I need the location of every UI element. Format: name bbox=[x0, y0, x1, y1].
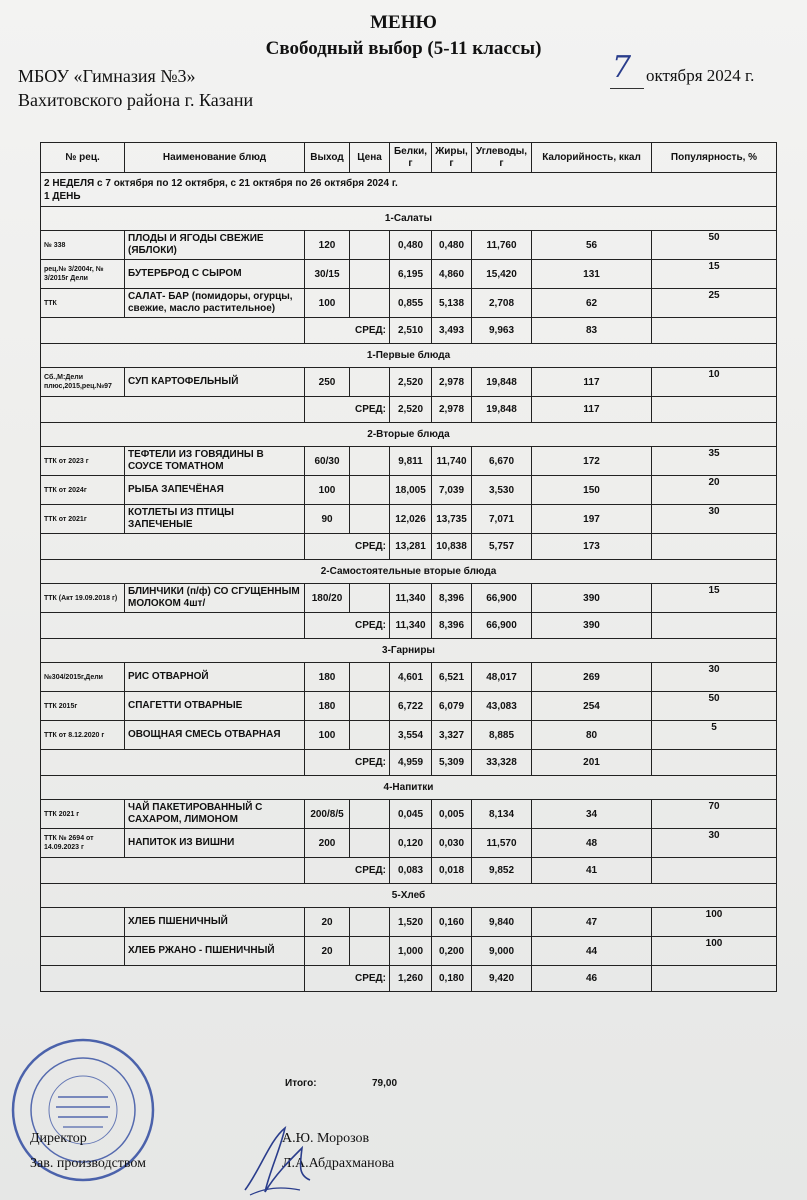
dish-carbs: 8,885 bbox=[472, 721, 532, 750]
dish-output: 30/15 bbox=[305, 260, 350, 289]
dish-name: ТЕФТЕЛИ ИЗ ГОВЯДИНЫ В СОУСЕ ТОМАТНОМ bbox=[125, 447, 305, 476]
director-label: Директор bbox=[30, 1131, 87, 1146]
page-subtitle: Свободный выбор (5-11 классы) bbox=[265, 38, 542, 59]
dish-calories: 131 bbox=[532, 260, 652, 289]
avg-popularity-empty bbox=[652, 966, 777, 992]
dish-fat: 3,327 bbox=[432, 721, 472, 750]
dish-name: СУП КАРТОФЕЛЬНЫЙ bbox=[125, 368, 305, 397]
avg-carbs: 9,420 bbox=[472, 966, 532, 992]
dish-popularity: 15 bbox=[652, 584, 777, 613]
col-header-calories: Калорийность, ккал bbox=[532, 143, 652, 173]
dish-popularity: 10 bbox=[652, 368, 777, 397]
date-underline bbox=[610, 88, 644, 89]
dish-output: 100 bbox=[305, 476, 350, 505]
avg-carbs: 66,900 bbox=[472, 613, 532, 639]
dish-price bbox=[350, 663, 390, 692]
dish-price bbox=[350, 692, 390, 721]
dish-price bbox=[350, 505, 390, 534]
section-title: 2-Вторые блюда bbox=[41, 423, 777, 447]
recipe-code: №304/2015г,Дели bbox=[41, 663, 125, 692]
avg-fat: 0,180 bbox=[432, 966, 472, 992]
recipe-code: ТТК bbox=[41, 289, 125, 318]
table-row bbox=[41, 692, 777, 721]
table-row bbox=[41, 289, 777, 318]
school-name: МБОУ «Гимназия №3» bbox=[18, 66, 196, 86]
col-header-code: № рец. bbox=[41, 143, 125, 173]
dish-protein: 9,811 bbox=[390, 447, 432, 476]
section-title: 5-Хлеб bbox=[41, 884, 777, 908]
week-line: 2 НЕДЕЛЯ с 7 октября по 12 октября, с 21 октября по 26 октября 2024 г. bbox=[44, 177, 398, 189]
avg-label: СРЕД: bbox=[305, 750, 390, 776]
dish-price bbox=[350, 368, 390, 397]
dish-carbs: 11,570 bbox=[472, 829, 532, 858]
avg-calories: 201 bbox=[532, 750, 652, 776]
avg-empty bbox=[41, 858, 305, 884]
avg-fat: 2,978 bbox=[432, 397, 472, 423]
page-title: МЕНЮ bbox=[370, 12, 437, 33]
dish-carbs: 8,134 bbox=[472, 800, 532, 829]
dish-protein: 0,480 bbox=[390, 231, 432, 260]
recipe-code: ТТК от 2023 г bbox=[41, 447, 125, 476]
dish-popularity: 5 bbox=[652, 721, 777, 750]
dish-fat: 4,860 bbox=[432, 260, 472, 289]
handwritten-signature bbox=[240, 1120, 330, 1200]
dish-popularity: 70 bbox=[652, 800, 777, 829]
avg-fat: 3,493 bbox=[432, 318, 472, 344]
avg-protein: 0,083 bbox=[390, 858, 432, 884]
dish-fat: 6,079 bbox=[432, 692, 472, 721]
section-header-row bbox=[41, 344, 777, 368]
dish-fat: 8,396 bbox=[432, 584, 472, 613]
dish-price bbox=[350, 260, 390, 289]
avg-protein: 2,510 bbox=[390, 318, 432, 344]
avg-fat: 10,838 bbox=[432, 534, 472, 560]
dish-output: 100 bbox=[305, 289, 350, 318]
dish-price bbox=[350, 908, 390, 937]
recipe-code: рец.№ 3/2004г, № 3/2015г Дели bbox=[41, 260, 125, 289]
dish-fat: 0,480 bbox=[432, 231, 472, 260]
dish-output: 250 bbox=[305, 368, 350, 397]
table-row bbox=[41, 800, 777, 829]
dish-carbs: 2,708 bbox=[472, 289, 532, 318]
deputy-label: Зав. производством bbox=[30, 1156, 147, 1171]
dish-name: ПЛОДЫ И ЯГОДЫ СВЕЖИЕ (ЯБЛОКИ) bbox=[125, 231, 305, 260]
dish-output: 180 bbox=[305, 692, 350, 721]
avg-calories: 46 bbox=[532, 966, 652, 992]
section-header-row bbox=[41, 776, 777, 800]
dish-carbs: 7,071 bbox=[472, 505, 532, 534]
dish-calories: 390 bbox=[532, 584, 652, 613]
dish-protein: 0,855 bbox=[390, 289, 432, 318]
dish-calories: 269 bbox=[532, 663, 652, 692]
dish-popularity: 100 bbox=[652, 908, 777, 937]
avg-popularity-empty bbox=[652, 397, 777, 423]
average-row bbox=[41, 397, 777, 423]
dish-protein: 6,722 bbox=[390, 692, 432, 721]
table-row bbox=[41, 476, 777, 505]
avg-calories: 173 bbox=[532, 534, 652, 560]
week-cell bbox=[41, 173, 777, 207]
dish-price bbox=[350, 447, 390, 476]
table-row bbox=[41, 260, 777, 289]
day-line: 1 ДЕНЬ bbox=[44, 190, 81, 202]
dish-popularity: 20 bbox=[652, 476, 777, 505]
total-value: 79,00 bbox=[372, 1078, 398, 1089]
dish-output: 180/20 bbox=[305, 584, 350, 613]
dish-carbs: 15,420 bbox=[472, 260, 532, 289]
col-header-carbs: Углеводы, г bbox=[472, 143, 532, 173]
avg-carbs: 5,757 bbox=[472, 534, 532, 560]
avg-empty bbox=[41, 397, 305, 423]
dish-popularity: 30 bbox=[652, 505, 777, 534]
avg-popularity-empty bbox=[652, 534, 777, 560]
school-district: Вахитовского района г. Казани bbox=[18, 90, 254, 110]
dish-protein: 11,340 bbox=[390, 584, 432, 613]
dish-price bbox=[350, 800, 390, 829]
table-row bbox=[41, 663, 777, 692]
dish-protein: 12,026 bbox=[390, 505, 432, 534]
dish-name: БЛИНЧИКИ (п/ф) СО СГУЩЕННЫМ МОЛОКОМ 4шт/ bbox=[125, 584, 305, 613]
avg-label: СРЕД: bbox=[305, 613, 390, 639]
avg-fat: 0,018 bbox=[432, 858, 472, 884]
section-header-row bbox=[41, 639, 777, 663]
dish-protein: 18,005 bbox=[390, 476, 432, 505]
dish-name: ОВОЩНАЯ СМЕСЬ ОТВАРНАЯ bbox=[125, 721, 305, 750]
dish-calories: 150 bbox=[532, 476, 652, 505]
avg-label: СРЕД: bbox=[305, 534, 390, 560]
dish-carbs: 66,900 bbox=[472, 584, 532, 613]
recipe-code: ТТК от 8.12.2020 г bbox=[41, 721, 125, 750]
dish-calories: 47 bbox=[532, 908, 652, 937]
dish-name: БУТЕРБРОД С СЫРОМ bbox=[125, 260, 305, 289]
section-title: 4-Напитки bbox=[41, 776, 777, 800]
dish-carbs: 9,840 bbox=[472, 908, 532, 937]
avg-empty bbox=[41, 613, 305, 639]
total-label: Итого: bbox=[285, 1078, 317, 1089]
avg-label: СРЕД: bbox=[305, 966, 390, 992]
avg-fat: 5,309 bbox=[432, 750, 472, 776]
dish-name: НАПИТОК ИЗ ВИШНИ bbox=[125, 829, 305, 858]
avg-calories: 390 bbox=[532, 613, 652, 639]
dish-price bbox=[350, 231, 390, 260]
table-row bbox=[41, 368, 777, 397]
dish-output: 100 bbox=[305, 721, 350, 750]
col-header-price: Цена bbox=[350, 143, 390, 173]
dish-fat: 0,160 bbox=[432, 908, 472, 937]
section-header-row bbox=[41, 423, 777, 447]
section-header-row bbox=[41, 207, 777, 231]
avg-protein: 1,260 bbox=[390, 966, 432, 992]
dish-popularity: 50 bbox=[652, 231, 777, 260]
dish-name: РИС ОТВАРНОЙ bbox=[125, 663, 305, 692]
avg-empty bbox=[41, 534, 305, 560]
average-row bbox=[41, 858, 777, 884]
dish-calories: 56 bbox=[532, 231, 652, 260]
dish-carbs: 6,670 bbox=[472, 447, 532, 476]
recipe-code bbox=[41, 937, 125, 966]
recipe-code: ТТК от 2021г bbox=[41, 505, 125, 534]
dish-calories: 44 bbox=[532, 937, 652, 966]
dish-output: 20 bbox=[305, 908, 350, 937]
dish-popularity: 35 bbox=[652, 447, 777, 476]
average-row bbox=[41, 534, 777, 560]
table-row bbox=[41, 231, 777, 260]
dish-price bbox=[350, 289, 390, 318]
avg-popularity-empty bbox=[652, 858, 777, 884]
dish-price bbox=[350, 937, 390, 966]
col-header-fat: Жиры, г bbox=[432, 143, 472, 173]
avg-popularity-empty bbox=[652, 750, 777, 776]
dish-name: САЛАТ- БАР (помидоры, огурцы, свежие, масло растительное) bbox=[125, 289, 305, 318]
dish-fat: 13,735 bbox=[432, 505, 472, 534]
avg-carbs: 9,963 bbox=[472, 318, 532, 344]
dish-calories: 80 bbox=[532, 721, 652, 750]
avg-protein: 13,281 bbox=[390, 534, 432, 560]
section-header-row bbox=[41, 884, 777, 908]
dish-calories: 197 bbox=[532, 505, 652, 534]
avg-label: СРЕД: bbox=[305, 397, 390, 423]
table-row bbox=[41, 721, 777, 750]
avg-label: СРЕД: bbox=[305, 318, 390, 344]
table-row bbox=[41, 447, 777, 476]
dish-calories: 34 bbox=[532, 800, 652, 829]
director-name: А.Ю. Морозов bbox=[282, 1131, 370, 1146]
dish-fat: 11,740 bbox=[432, 447, 472, 476]
section-title: 2-Самостоятельные вторые блюда bbox=[41, 560, 777, 584]
dish-price bbox=[350, 721, 390, 750]
recipe-code: ТТК 2015г bbox=[41, 692, 125, 721]
avg-protein: 2,520 bbox=[390, 397, 432, 423]
avg-carbs: 19,848 bbox=[472, 397, 532, 423]
table-header-row bbox=[41, 143, 777, 173]
recipe-code: ТТК от 2024г bbox=[41, 476, 125, 505]
avg-carbs: 33,328 bbox=[472, 750, 532, 776]
section-title: 1-Первые блюда bbox=[41, 344, 777, 368]
menu-table bbox=[40, 142, 777, 992]
section-title: 1-Салаты bbox=[41, 207, 777, 231]
table-row bbox=[41, 505, 777, 534]
avg-popularity-empty bbox=[652, 318, 777, 344]
dish-output: 180 bbox=[305, 663, 350, 692]
average-row bbox=[41, 613, 777, 639]
week-row bbox=[41, 173, 777, 207]
section-title: 3-Гарниры bbox=[41, 639, 777, 663]
dish-output: 120 bbox=[305, 231, 350, 260]
dish-name: КОТЛЕТЫ ИЗ ПТИЦЫ ЗАПЕЧЕНЫЕ bbox=[125, 505, 305, 534]
avg-calories: 41 bbox=[532, 858, 652, 884]
date-day-handwritten: 7 bbox=[612, 50, 632, 85]
avg-protein: 4,959 bbox=[390, 750, 432, 776]
dish-popularity: 50 bbox=[652, 692, 777, 721]
avg-popularity-empty bbox=[652, 613, 777, 639]
dish-name: ХЛЕБ РЖАНО - ПШЕНИЧНЫЙ bbox=[125, 937, 305, 966]
dish-calories: 117 bbox=[532, 368, 652, 397]
avg-label: СРЕД: bbox=[305, 858, 390, 884]
dish-output: 20 bbox=[305, 937, 350, 966]
dish-carbs: 9,000 bbox=[472, 937, 532, 966]
col-header-name: Наименование блюд bbox=[125, 143, 305, 173]
recipe-code: ТТК (Акт 19.09.2018 г) bbox=[41, 584, 125, 613]
table-row bbox=[41, 829, 777, 858]
dish-calories: 62 bbox=[532, 289, 652, 318]
dish-carbs: 3,530 bbox=[472, 476, 532, 505]
average-row bbox=[41, 318, 777, 344]
average-row bbox=[41, 750, 777, 776]
dish-carbs: 48,017 bbox=[472, 663, 532, 692]
dish-protein: 3,554 bbox=[390, 721, 432, 750]
dish-popularity: 25 bbox=[652, 289, 777, 318]
avg-calories: 83 bbox=[532, 318, 652, 344]
dish-output: 200/8/5 bbox=[305, 800, 350, 829]
table-row bbox=[41, 908, 777, 937]
dish-name: ХЛЕБ ПШЕНИЧНЫЙ bbox=[125, 908, 305, 937]
avg-fat: 8,396 bbox=[432, 613, 472, 639]
dish-fat: 2,978 bbox=[432, 368, 472, 397]
recipe-code: ТТК 2021 г bbox=[41, 800, 125, 829]
deputy-name: Л.А.Абдрахманова bbox=[282, 1156, 395, 1171]
dish-carbs: 19,848 bbox=[472, 368, 532, 397]
avg-protein: 11,340 bbox=[390, 613, 432, 639]
dish-protein: 1,000 bbox=[390, 937, 432, 966]
dish-calories: 254 bbox=[532, 692, 652, 721]
dish-fat: 7,039 bbox=[432, 476, 472, 505]
dish-protein: 0,045 bbox=[390, 800, 432, 829]
dish-fat: 0,030 bbox=[432, 829, 472, 858]
col-header-popularity: Популярность, % bbox=[652, 143, 777, 173]
col-header-protein: Белки, г bbox=[390, 143, 432, 173]
dish-carbs: 11,760 bbox=[472, 231, 532, 260]
dish-output: 60/30 bbox=[305, 447, 350, 476]
recipe-code: Сб.,М:Дели плюс,2015,рец.№97 bbox=[41, 368, 125, 397]
dish-protein: 2,520 bbox=[390, 368, 432, 397]
dish-output: 200 bbox=[305, 829, 350, 858]
dish-name: РЫБА ЗАПЕЧЁНАЯ bbox=[125, 476, 305, 505]
dish-price bbox=[350, 476, 390, 505]
avg-empty bbox=[41, 750, 305, 776]
recipe-code bbox=[41, 908, 125, 937]
average-row bbox=[41, 966, 777, 992]
avg-carbs: 9,852 bbox=[472, 858, 532, 884]
dish-price bbox=[350, 584, 390, 613]
dish-fat: 0,200 bbox=[432, 937, 472, 966]
dish-name: ЧАЙ ПАКЕТИРОВАННЫЙ С САХАРОМ, ЛИМОНОМ bbox=[125, 800, 305, 829]
dish-fat: 5,138 bbox=[432, 289, 472, 318]
dish-price bbox=[350, 829, 390, 858]
dish-protein: 1,520 bbox=[390, 908, 432, 937]
avg-calories: 117 bbox=[532, 397, 652, 423]
dish-protein: 0,120 bbox=[390, 829, 432, 858]
recipe-code: ТТК № 2694 от 14.09.2023 г bbox=[41, 829, 125, 858]
avg-empty bbox=[41, 966, 305, 992]
dish-calories: 48 bbox=[532, 829, 652, 858]
dish-popularity: 15 bbox=[652, 260, 777, 289]
table-row bbox=[41, 584, 777, 613]
dish-popularity: 100 bbox=[652, 937, 777, 966]
dish-output: 90 bbox=[305, 505, 350, 534]
avg-empty bbox=[41, 318, 305, 344]
dish-protein: 4,601 bbox=[390, 663, 432, 692]
dish-name: СПАГЕТТИ ОТВАРНЫЕ bbox=[125, 692, 305, 721]
recipe-code: № 338 bbox=[41, 231, 125, 260]
dish-calories: 172 bbox=[532, 447, 652, 476]
dish-popularity: 30 bbox=[652, 829, 777, 858]
date-month-year: октября 2024 г. bbox=[646, 66, 755, 85]
dish-protein: 6,195 bbox=[390, 260, 432, 289]
table-row bbox=[41, 937, 777, 966]
col-header-output: Выход bbox=[305, 143, 350, 173]
dish-popularity: 30 bbox=[652, 663, 777, 692]
dish-fat: 0,005 bbox=[432, 800, 472, 829]
section-header-row bbox=[41, 560, 777, 584]
dish-carbs: 43,083 bbox=[472, 692, 532, 721]
dish-fat: 6,521 bbox=[432, 663, 472, 692]
